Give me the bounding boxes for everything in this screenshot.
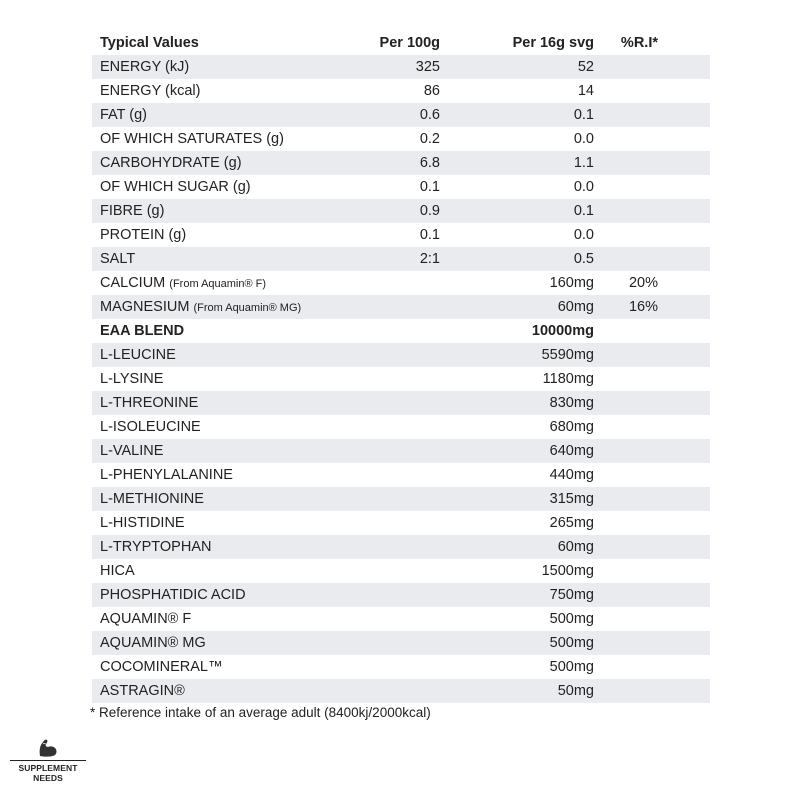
nutrient-name: [100, 127, 284, 151]
value-ri: 20%: [628, 275, 658, 291]
nutrition-table: [92, 31, 710, 703]
value-per-serving: 0.1: [573, 107, 594, 123]
value-per-serving: 315mg: [549, 491, 594, 507]
value-per-serving: 10000mg: [531, 323, 594, 339]
table-row: [92, 55, 710, 79]
value-per-100g: 86: [423, 83, 440, 99]
value-per-100g: 0.2: [419, 131, 440, 147]
value-per-serving: 500mg: [549, 659, 594, 675]
value-per-serving: 830mg: [549, 395, 594, 411]
table-row: [92, 247, 710, 271]
header-per-serving: Per 16g svg: [512, 35, 594, 51]
flexed-arm-icon: [37, 738, 59, 758]
table-header: [92, 31, 710, 55]
header-typical-values: Typical Values: [100, 35, 199, 51]
table-row: [92, 103, 710, 127]
nutrient-label: FIBRE (g): [100, 203, 165, 219]
nutrient-name: [100, 55, 189, 79]
nutrient-label: MAGNESIUM: [100, 299, 190, 315]
table-row: [92, 511, 710, 535]
table-body: [92, 55, 710, 703]
brand-logo-text: SUPPLEMENT NEEDS: [10, 760, 86, 783]
nutrient-name: [100, 439, 163, 463]
value-per-serving: 14: [577, 83, 594, 99]
table-row: [92, 655, 710, 679]
nutrient-label: L-LYSINE: [100, 371, 164, 387]
table-row: [92, 199, 710, 223]
value-per-serving: 1500mg: [541, 563, 594, 579]
nutrient-label: L-ISOLEUCINE: [100, 419, 201, 435]
nutrient-source: (From Aquamin® F): [169, 278, 267, 290]
value-per-serving: 5590mg: [541, 347, 594, 363]
table-row: [92, 343, 710, 367]
value-per-serving: 52: [577, 59, 594, 75]
value-per-serving: 0.0: [573, 131, 594, 147]
table-row: [92, 679, 710, 703]
nutrient-name: [100, 295, 301, 320]
nutrient-label: FAT (g): [100, 107, 147, 123]
value-per-serving: 500mg: [549, 635, 594, 651]
footnote: * Reference intake of an average adult (8400kj/2000kcal): [90, 705, 431, 720]
table-row: [92, 127, 710, 151]
nutrient-name: [100, 631, 206, 655]
value-per-serving: 1.1: [573, 155, 594, 171]
nutrient-label: L-THREONINE: [100, 395, 199, 411]
brand-logo: [10, 738, 86, 783]
value-per-serving: 265mg: [549, 515, 594, 531]
table-row: [92, 559, 710, 583]
nutrient-label: OF WHICH SUGAR (g): [100, 179, 251, 195]
nutrient-label: L-HISTIDINE: [100, 515, 185, 531]
nutrient-name: [100, 415, 201, 439]
value-per-100g: 6.8: [419, 155, 440, 171]
table-row: [92, 583, 710, 607]
nutrient-name: [100, 223, 186, 247]
nutrient-name: [100, 199, 164, 223]
nutrient-name: [100, 343, 176, 367]
value-per-100g: 0.6: [419, 107, 440, 123]
nutrient-label: PHOSPHATIDIC ACID: [100, 587, 246, 603]
nutrient-label: L-PHENYLALANINE: [100, 467, 233, 483]
value-per-serving: 0.0: [573, 227, 594, 243]
value-per-serving: 50mg: [557, 683, 594, 699]
nutrient-name: [100, 79, 200, 103]
nutrient-label: L-METHIONINE: [100, 491, 204, 507]
header-per-100g: Per 100g: [379, 35, 440, 51]
nutrient-label: L-VALINE: [100, 443, 164, 459]
value-per-100g: 2:1: [419, 251, 440, 267]
table-row: [92, 463, 710, 487]
value-per-serving: 0.0: [573, 179, 594, 195]
value-per-serving: 1180mg: [542, 371, 594, 387]
nutrient-label: SALT: [100, 251, 136, 267]
nutrient-label: ASTRAGIN®: [100, 683, 185, 699]
nutrient-name: [100, 487, 204, 511]
nutrient-name: [100, 391, 198, 415]
nutrient-name: [100, 559, 135, 583]
value-per-serving: 0.5: [573, 251, 594, 267]
value-ri: 16%: [628, 299, 658, 315]
table-row: [92, 175, 710, 199]
nutrient-name: [100, 247, 135, 271]
nutrient-name: [100, 679, 185, 703]
nutrient-name: [100, 103, 147, 127]
nutrient-name: [100, 367, 163, 391]
value-per-100g: 0.9: [419, 203, 440, 219]
value-per-100g: 325: [415, 59, 440, 75]
table-row: [92, 295, 710, 319]
nutrient-label: CARBOHYDRATE (g): [100, 155, 242, 171]
table-row: [92, 391, 710, 415]
value-per-serving: 60mg: [557, 299, 594, 315]
value-per-serving: 640mg: [549, 443, 594, 459]
table-row: [92, 487, 710, 511]
table-row: [92, 631, 710, 655]
value-per-100g: 0.1: [419, 227, 440, 243]
nutrient-label: ENERGY (kcal): [100, 83, 201, 99]
value-per-serving: 500mg: [549, 611, 594, 627]
table-row: [92, 223, 710, 247]
nutrient-name: [100, 655, 222, 679]
table-row: [92, 535, 710, 559]
nutrient-name: [100, 607, 191, 631]
value-per-serving: 60mg: [557, 539, 594, 555]
header-ri: %R.I*: [620, 35, 658, 51]
nutrient-label: OF WHICH SATURATES (g): [100, 131, 284, 147]
value-per-serving: 160mg: [549, 275, 594, 291]
nutrient-label: AQUAMIN® F: [100, 611, 192, 627]
nutrient-name: [100, 583, 246, 607]
nutrient-label: ENERGY (kJ): [100, 59, 190, 75]
nutrient-label: CALCIUM: [100, 275, 166, 291]
nutrient-name: [100, 463, 233, 487]
nutrient-label: L-TRYPTOPHAN: [100, 539, 212, 555]
nutrient-name: [100, 175, 251, 199]
table-row: [92, 79, 710, 103]
nutrient-name: [100, 535, 211, 559]
nutrient-label: PROTEIN (g): [100, 227, 187, 243]
value-per-serving: 680mg: [549, 419, 594, 435]
table-row: [92, 319, 710, 343]
nutrient-name: [100, 319, 184, 343]
nutrient-name: [100, 511, 185, 535]
table-row: [92, 271, 710, 295]
nutrient-label: AQUAMIN® MG: [100, 635, 206, 651]
table-row: [92, 367, 710, 391]
nutrient-label: COCOMINERAL™: [100, 659, 223, 675]
table-row: [92, 439, 710, 463]
nutrient-label: HICA: [100, 563, 135, 579]
nutrient-name: [100, 271, 266, 296]
value-per-serving: 750mg: [549, 587, 594, 603]
nutrient-source: (From Aquamin® MG): [193, 302, 302, 314]
value-per-serving: 0.1: [573, 203, 594, 219]
nutrient-name: [100, 151, 242, 175]
table-row: [92, 607, 710, 631]
value-per-100g: 0.1: [419, 179, 440, 195]
table-row: [92, 415, 710, 439]
nutrient-label: EAA BLEND: [100, 323, 185, 339]
table-row: [92, 151, 710, 175]
nutrient-label: L-LEUCINE: [100, 347, 176, 363]
value-per-serving: 440mg: [549, 467, 594, 483]
